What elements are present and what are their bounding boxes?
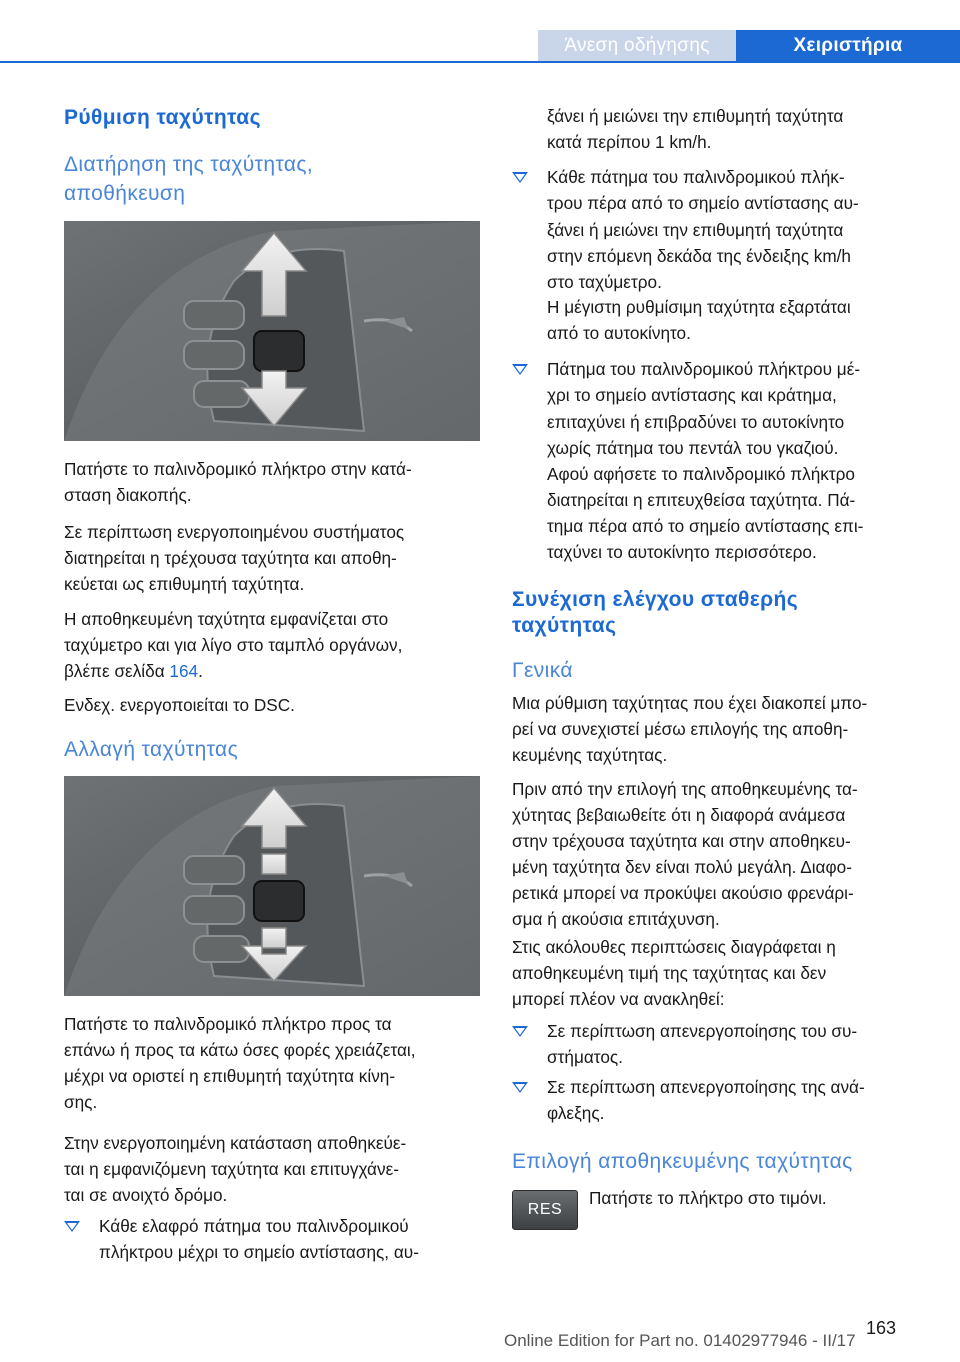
bullet-text: [547, 356, 932, 461]
continued-line-1: ξάνει ή μειώνει την επιθυμητή ταχύτητα: [547, 106, 844, 126]
bullet-line: πλήκτρου μέχρι το σημείο αντίστασης, αυ-: [99, 1242, 419, 1263]
bullet-line: στήματος.: [547, 1047, 623, 1068]
bullet-line: στο ταχύμετρο.: [547, 272, 662, 293]
bullet-text: [99, 1213, 484, 1266]
paragraph-deleted-1: Στις ακόλουθες περιπτώσεις διαγράφεται η: [512, 937, 836, 957]
period: .: [198, 661, 203, 681]
note-release-2: διατηρείται η επιτευχθείσα ταχύτητα. Πά-: [547, 490, 856, 510]
bullet-press-beyond: [512, 164, 932, 294]
bullet-text: [547, 1074, 932, 1127]
note-release-3: τημα πέρα από το σημείο αντίστασης επι-: [547, 516, 864, 536]
paragraph-up-down-2: επάνω ή προς τα κάτω όσες φορές χρειάζεται,: [64, 1040, 416, 1060]
heading-keep-speed-line1: Διατήρηση της ταχύτητας,: [64, 153, 314, 176]
heading-change-speed: Αλλαγή ταχύτητας: [64, 738, 239, 761]
paragraph-stored-1: Η αποθηκευμένη ταχύτητα εμφανίζεται στο: [64, 609, 389, 629]
continued-line-2: κατά περίπου 1 km/h.: [547, 132, 712, 152]
tab-controls[interactable]: Χειριστήρια: [736, 30, 960, 62]
heading-keep-speed-line2: αποθήκευση: [64, 182, 186, 205]
page-header: [0, 0, 960, 62]
paragraph-activated-3: κεύεται ως επιθυμητή ταχύτητα.: [64, 574, 305, 594]
paragraph-stored-2: ταχύμετρο και για λίγο στο ταμπλό οργάνων,: [64, 635, 403, 655]
paragraph-active-state-1: Στην ενεργοποιημένη κατάσταση αποθηκεύε-: [64, 1133, 407, 1153]
bullet-line: τρου πέρα από το σημείο αντίστασης αυ-: [547, 193, 859, 214]
paragraph-deleted-3: μπορεί πλέον να ανακληθεί:: [512, 989, 725, 1009]
bullet-triangle-icon: [512, 172, 528, 183]
bullet-line: Σε περίπτωση απενεργοποίησης της ανά-: [547, 1077, 865, 1097]
paragraph-up-down-3: μέχρι να οριστεί η επιθυμητή ταχύτητα κίνη-: [64, 1066, 396, 1086]
paragraph-before-select-6: σμα ή ακούσια επιτάχυνση.: [512, 909, 720, 929]
bullet-line: χωρίς πάτημα του πεντάλ του γκαζιού.: [547, 437, 839, 458]
footer-edition: Online Edition for Part no. 01402977946 - II/17: [504, 1331, 856, 1350]
paragraph-press-stop-2: σταση διακοπής.: [64, 485, 192, 505]
see-page-text: βλέπε σελίδα: [64, 661, 170, 681]
paragraph-deleted-2: αποθηκευμένη τιμή της ταχύτητας και δεν: [512, 963, 827, 983]
paragraph-up-down-4: σης.: [64, 1092, 98, 1112]
paragraph-press-res: Πατήστε το πλήκτρο στο τιμόνι.: [589, 1188, 827, 1208]
bullet-line: ξάνει ή μειώνει την επιθυμητή ταχύτητα: [547, 219, 844, 240]
paragraph-activated-1: Σε περίπτωση ενεργοποιημένου συστήματος: [64, 522, 405, 542]
bullet-system-off: [512, 1018, 932, 1074]
steering-wheel-illustration: [64, 221, 480, 441]
bullet-text: [547, 1018, 932, 1071]
bullet-line: Κάθε ελαφρό πάτημα του παλινδρομικού: [99, 1216, 409, 1236]
paragraph-dsc: Ενδεχ. ενεργοποιείται το DSC.: [64, 695, 295, 715]
bullet-triangle-icon: [64, 1221, 80, 1232]
page-link[interactable]: 164: [169, 661, 199, 681]
heading-select-stored-speed: Επιλογή αποθηκευμένης ταχύτητας: [512, 1150, 853, 1173]
steering-wheel-illustration-2: [64, 776, 480, 996]
paragraph-before-select-1: Πριν από την επιλογή της αποθηκευμένης τα-: [512, 779, 858, 799]
res-button-icon: RES: [512, 1190, 578, 1230]
heading-resume-line2: ταχύτητας: [512, 614, 617, 637]
bullet-triangle-icon: [512, 1026, 528, 1037]
paragraph-before-select-3: στην τρέχουσα ταχύτητα και στην αποθηκευ-: [512, 831, 851, 851]
paragraph-resume-1: Μια ρύθμιση ταχύτητας που έχει διακοπεί μπο-: [512, 693, 868, 713]
bullet-line: Κάθε πάτημα του παλινδρομικού πλήκ-: [547, 167, 845, 187]
steering-wheel-rocker-image-1: [64, 221, 480, 441]
tab-comfort-driving[interactable]: Άνεση οδήγησης: [538, 30, 736, 62]
bullet-line: φλεξης.: [547, 1103, 605, 1124]
paragraph-stored-3: [64, 658, 484, 684]
bullet-line: Σε περίπτωση απενεργοποίησης του συ-: [547, 1021, 858, 1041]
note-max-speed-1: Η μέγιστη ρυθμίσιμη ταχύτητα εξαρτάται: [547, 297, 851, 317]
paragraph-before-select-4: μένη ταχύτητα δεν είναι πολύ μεγάλη. Διαφο-: [512, 857, 852, 877]
bullet-line: χρι το σημείο αντίστασης και κράτημα,: [547, 385, 837, 406]
paragraph-before-select-5: ρετικά μπορεί να προκύψει ακούσιο φρενάρι-: [512, 883, 854, 903]
bullet-line: στην επόμενη δεκάδα της ένδειξης km/h: [547, 245, 851, 266]
paragraph-up-down-1: Πατήστε το παλινδρομικό πλήκτρο προς τα: [64, 1014, 392, 1034]
paragraph-before-select-2: χύτητας βεβαιωθείτε ότι η διαφορά ανάμεσα: [512, 805, 846, 825]
note-release-1: Αφού αφήσετε το παλινδρομικό πλήκτρο: [547, 464, 855, 484]
note-release-4: ταχύνει το αυτοκίνητο περισσότερο.: [547, 542, 817, 562]
paragraph-resume-3: κευμένης ταχύτητας.: [512, 745, 668, 765]
heading-speed-setting: Ρύθμιση ταχύτητας: [64, 106, 261, 129]
note-max-speed-2: από το αυτοκίνητο.: [547, 323, 691, 343]
steering-wheel-rocker-image-2: [64, 776, 480, 996]
bullet-light-press: [64, 1213, 484, 1269]
bullet-triangle-icon: [512, 1082, 528, 1093]
paragraph-activated-2: διατηρείται η τρέχουσα ταχύτητα και αποθη-: [64, 548, 397, 568]
paragraph-active-state-3: ται σε ανοιχτό δρόμο.: [64, 1185, 228, 1205]
paragraph-resume-2: ρεί να συνεχιστεί μέσω επιλογής της αποθη-: [512, 719, 849, 739]
bullet-ignition-off: [512, 1074, 932, 1130]
paragraph-press-stop-1: Πατήστε το παλινδρομικό πλήκτρο στην κατά-: [64, 459, 412, 479]
paragraph-active-state-2: ται η εμφανιζόμενη ταχύτητα και επιτυγχάνε-: [64, 1159, 399, 1179]
page-number: 163: [865, 1318, 896, 1338]
bullet-line: Πάτημα του παλινδρομικού πλήκτρου μέ-: [547, 359, 861, 379]
heading-general: Γενικά: [512, 659, 573, 682]
bullet-text: [547, 164, 932, 295]
bullet-press-hold: [512, 356, 932, 462]
bullet-line: επιταχύνει ή επιβραδύνει το αυτοκίνητο: [547, 411, 845, 432]
bullet-triangle-icon: [512, 364, 528, 375]
heading-resume-line1: Συνέχιση ελέγχου σταθερής: [512, 588, 799, 611]
header-divider: [0, 61, 960, 63]
